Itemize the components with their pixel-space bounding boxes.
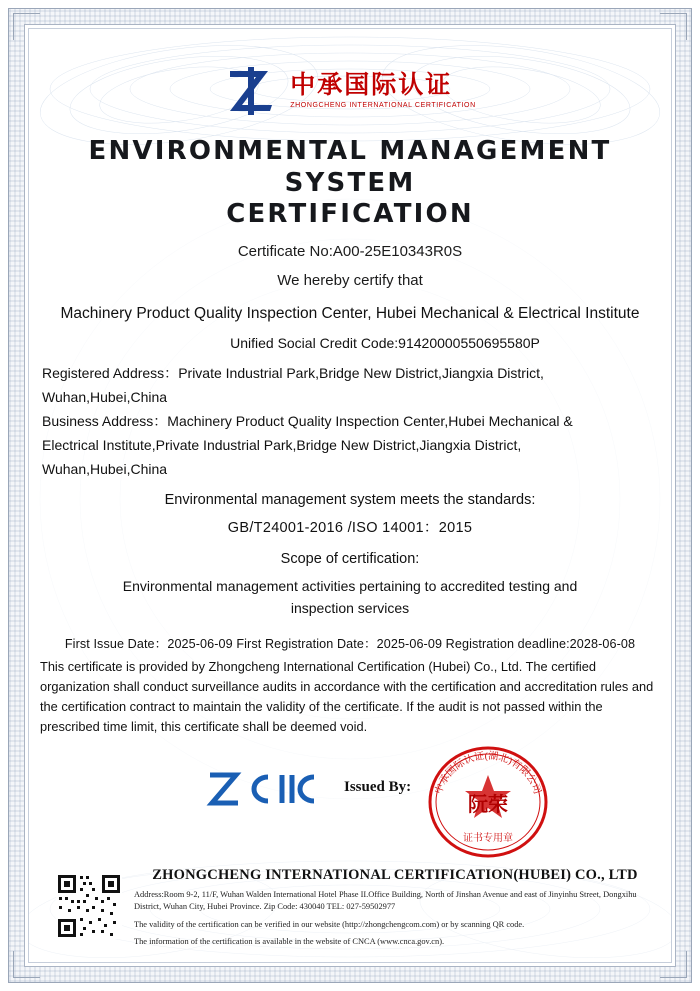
footer-validity-note: The validity of the certification can be verified in our website (http://zhongchengcom.com) or by scanning QR code. <box>134 920 525 930</box>
brand-logo <box>34 62 666 120</box>
footer-cnca-note: The information of the certification is available in the website of CNCA (www.cnca.gov.cn). <box>134 936 445 946</box>
qr-code-icon <box>56 873 122 939</box>
page-title <box>34 136 666 231</box>
svg-text:中承国际认证(湖北)有限公司: 中承国际认证(湖北)有限公司 <box>433 750 543 796</box>
business-address-value-1: Machinery Product Quality Inspection Center,Hubei Mechanical & <box>167 413 573 430</box>
official-seal <box>424 743 552 861</box>
hereby-statement: We hereby certify that <box>277 272 423 290</box>
scope-label: Scope of certification: <box>280 550 420 567</box>
registered-address-line-2: Wuhan,Hubei,China <box>42 389 168 406</box>
business-address-line-1 <box>42 409 658 433</box>
logo-chinese-name: 中承国际认证 <box>290 72 453 100</box>
registered-address-label: Registered Address： <box>42 365 179 382</box>
footer-address: Address:Room 9-2, 11/F, Wuhan Walden International Hotel Phase II.Office Building, North of Jinshan Avenue and east of Jinyinhu Street, Dongxihu District, Wuhan City, Hubei Province. Zip Code: 430040 TEL: 027-59502977 <box>134 890 637 911</box>
certified-company-name: Machinery Product Quality Inspection Center, Hubei Mechanical & Electrical Institute <box>60 305 640 323</box>
footer-company-name: ZHONGCHENG INTERNATIONAL CERTIFICATION(HUBEI) CO., LTD <box>152 867 638 884</box>
standards-value: GB/T24001-2016 /ISO 14001：2015 <box>227 519 473 536</box>
certificate-number: Certificate No:A00-25E10343R0S <box>237 243 463 261</box>
certificate-content <box>34 34 666 957</box>
business-address-line-3: Wuhan,Hubei,China <box>42 461 168 478</box>
title-line-2: CERTIFICATION <box>226 199 474 230</box>
registered-address-value-1: Private Industrial Park,Bridge New District,Jiangxia District, <box>178 365 544 382</box>
issue-dates: First Issue Date：2025-06-09 First Registration Date：2025-06-09 Registration deadline:2028-06-08 <box>64 637 636 652</box>
standards-label: Environmental management system meets the standards: <box>164 491 536 508</box>
unified-social-credit-code: Unified Social Credit Code:91420000550695580P <box>230 335 540 352</box>
certificate-footer <box>34 865 666 985</box>
business-address-label: Business Address： <box>42 413 168 430</box>
issued-by-label: Issued By: <box>344 779 412 796</box>
signature-row <box>34 743 666 863</box>
scope-line-1: Environmental management activities pertaining to accredited testing and <box>122 577 578 594</box>
logo-english-name: ZHONGCHENG INTERNATIONAL CERTIFICATION <box>290 101 476 109</box>
footer-text-block <box>134 867 656 947</box>
legal-notice: This certificate is provided by Zhongcheng International Certification (Hubei) Co., Ltd. The certified organization shall conduct surveillance audits in accordance with the certification and accreditation rules and the certification contract to maintain the validity of the certificate. If the audit is not passed within the prescribed time limit, this certificate shall be deemed void. <box>40 659 654 735</box>
scope-value <box>34 575 666 620</box>
address-block <box>34 361 666 481</box>
registered-address-line-1 <box>42 361 658 385</box>
zcic-wordmark-logo <box>202 765 322 813</box>
scope-line-2: inspection services <box>290 599 410 616</box>
svg-text:阮荣: 阮荣 <box>468 794 508 817</box>
zcic-logo-mark <box>224 65 280 117</box>
svg-text:证书专用章: 证书专用章 <box>463 833 513 845</box>
title-line-1: ENVIRONMENTAL MANAGEMENT SYSTEM <box>88 136 612 198</box>
business-address-line-2: Electrical Institute,Private Industrial Park,Bridge New District,Jiangxia District, <box>42 437 522 454</box>
